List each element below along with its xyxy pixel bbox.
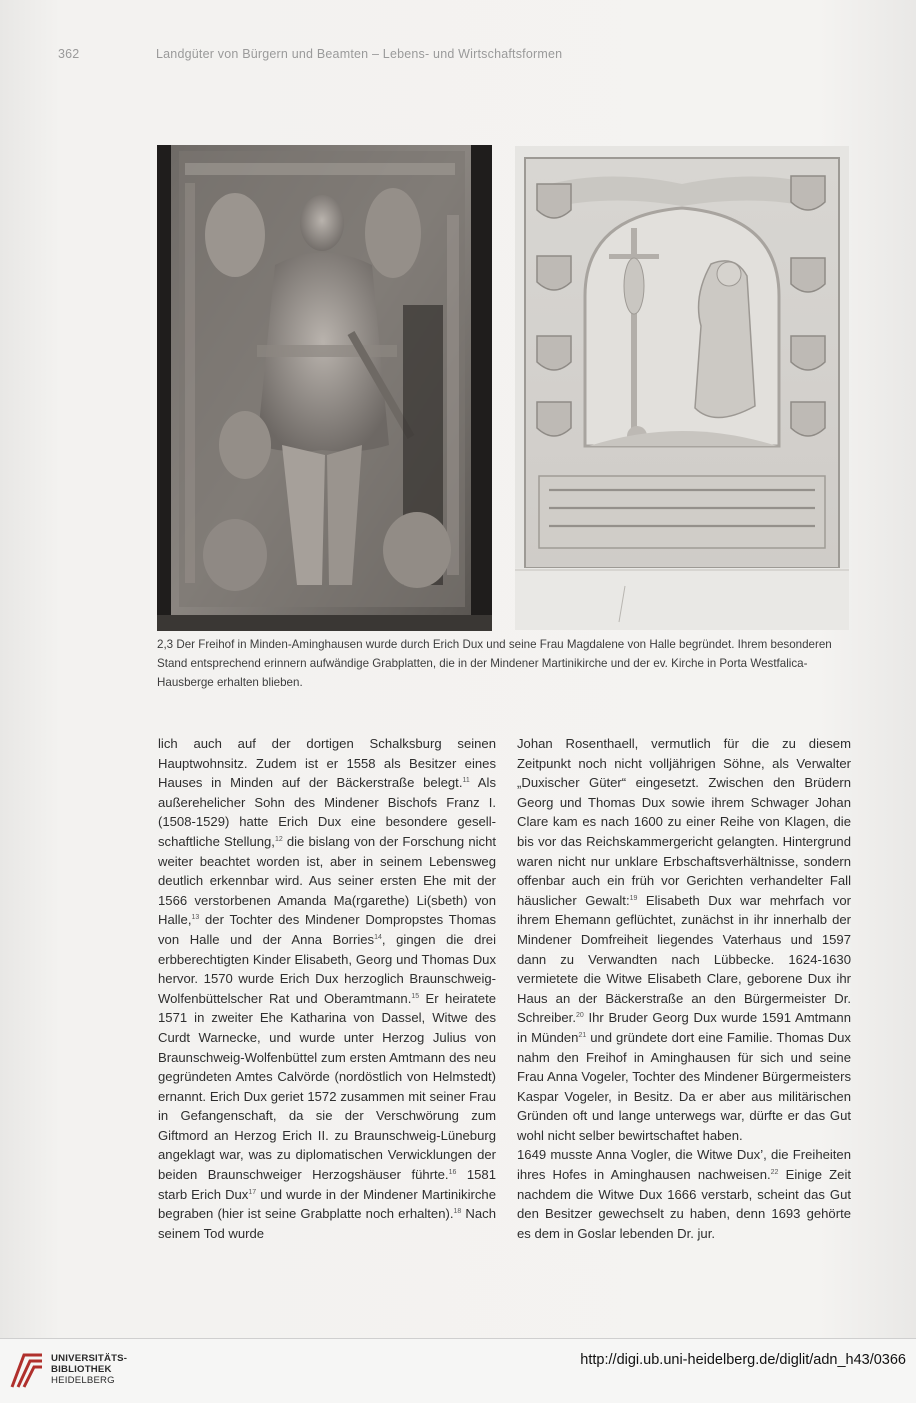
footnote-ref[interactable]: 12: [274, 835, 283, 843]
figure-crucifixion-tombstone: [515, 146, 849, 630]
paragraph: [517, 1145, 851, 1243]
footnote-ref[interactable]: 18: [453, 1208, 462, 1216]
text-span: Elisabeth Dux war mehrfach vor ihrem Ehemann geflüchtet, zunächst in ihr innerhalb der Mindener Domfreiheit liegendes Vaterhaus und 1597 dann zu Verwandten nach Lübbecke. 1624-1630 vermietete die Witwe Elisabeth Clare, geborene Dux ihr Haus an der Bäckerstraße an den Bürgermeister Dr. Schreiber.: [517, 892, 851, 1026]
text-span: lich auch auf der dortigen Schalksburg seinen Hauptwohnsitz. Zudem ist er 1558 als Besitzer eines Hauses in Minden auf der Bäckerstraße belegt.: [158, 736, 496, 791]
paragraph: [158, 734, 496, 1243]
footnote-ref[interactable]: 14: [374, 933, 382, 941]
figure-knight-tombstone: [157, 145, 492, 631]
footnote-ref[interactable]: 21: [578, 1031, 587, 1039]
text-span: Als außerehelicher Sohn des Mindener Bischofs Franz I. (1508-1529) hatte Erich Dux eine besondere gesellschaftliche Stellung,: [158, 775, 496, 849]
crucifixion-tombstone-image: [515, 146, 849, 630]
footnote-ref[interactable]: 20: [575, 1012, 584, 1020]
page-number: 362: [58, 47, 80, 61]
library-logo-text: [51, 1353, 127, 1386]
library-footer: [0, 1338, 916, 1403]
logo-line: UNIVERSITÄTS-: [51, 1353, 128, 1364]
logo-line: BIBLIOTHEK: [51, 1364, 112, 1375]
text-span: die bislang von der Forschung nicht weiter beachtet worden ist, aber in seinem Lebensweg deutlich erkennbar wird. Aus seiner ersten Ehe mit der 1566 verstorbenen Amanda Ma(rgarethe) Li(sbeth) von Halle,: [158, 833, 496, 928]
figure-caption: 2,3 Der Freihof in Minden-Aminghausen wurde durch Erich Dux und seine Frau Magdalene von Halle begründet. Ihrem besonderen Stand entsprechend erinnern aufwändige Grabplatten, die in der Mindener Martinikirche und der ev. Kirche in Porta Westfalica-Hausberge erhalten blieben.: [157, 638, 832, 689]
text-span: Er heiratete 1571 in zweiter Ehe Katharina von Dassel, Witwe des Curdt Warnecke, und wurde unter Herzog Julius von Braunschweig-Wolfenbüttel zum ersten Amtmann des neu gegründeten Amtes Calvörde (nordöstlich von Helmstedt) ernannt. Erich Dux geriet 1572 zusammen mit seiner Frau in Gefangenschaft, da sie der Verschwörung zum Giftmord an Herzog Erich II. zu Braunschweig-Lüneburg angeklagt war, was zu diplomatischen Verwicklungen der beiden Braunschweiger Herzogshäuser führte.: [158, 990, 497, 1183]
text-span: , gingen die drei erbberechtigten Kinder Elisabeth, Georg und Thomas Dux hervor. 1570 wurde Erich Dux herzoglich Braunschweig-Wolfenbüttelscher Rat und Oberamtmann.: [158, 931, 496, 1006]
permalink-url[interactable]: http://digi.ub.uni-heidelberg.de/diglit/adn_h43/0366: [580, 1352, 906, 1368]
footnote-ref[interactable]: 16: [448, 1169, 457, 1177]
text-span: der Tochter des Mindener Dompropstes Thomas von Halle und der Anna Borries: [158, 912, 496, 947]
footnote-ref[interactable]: 22: [770, 1169, 779, 1177]
library-logo-icon: [8, 1347, 46, 1393]
logo-line: HEIDELBERG: [51, 1375, 115, 1386]
footnote-ref[interactable]: 19: [629, 894, 638, 902]
text-column-right: [517, 734, 851, 1243]
text-span: und wurde in der Mindener Martinikirche begraben (hier ist seine Grabplatte noch erhalten).: [158, 1186, 496, 1222]
footnote-ref[interactable]: 13: [191, 914, 200, 922]
paragraph: [517, 734, 851, 1145]
text-span: Nach seinem Tod wurde: [158, 1206, 496, 1241]
text-span: 1649 musste Anna Vogler, die Witwe Dux’, die Freiheiten ihres Hofes in Aminghausen nachweisen.: [517, 1147, 851, 1183]
text-span: 1581 starb Erich Dux: [158, 1167, 496, 1202]
text-column-left: [158, 734, 496, 1243]
text-span: und gründete dort eine Familie. Thomas Dux nahm den Freihof in Aminghausen für sich und seine Frau Anna Vogeler, Tochter des Mindener Bürgermeisters Kaspar Vogeler, in Besitz. Da er aber aus militärischen Gründen oft und lange unterwegs war, dürfte er das Gut wohl nicht selber bewirtschaftet haben.: [517, 1029, 851, 1143]
text-span: Johan Rosenthaell, vermutlich für die zu diesem Zeitpunkt noch nicht volljährigen Söhne, als Verwalter „Duxischer Güter“ eingesetzt. Zwischen den Brüdern Georg und Thomas Dux sowie ihrem Schwager Johan Clare kam es nach 1600 zu einer Reihe von Klagen, die bis vor das Reichskammergericht gelangten. Hintergrund waren nicht nur unklare Erbschaftsverhältnisse, sondern offenbar auch ein früh vor Gerichten verhandelter Fall häuslicher Gewalt:: [517, 736, 851, 908]
running-title: Landgüter von Bürgern und Beamten – Lebens- und Wirtschaftsformen: [156, 47, 563, 61]
footnote-ref[interactable]: 11: [462, 777, 470, 785]
knight-tombstone-image: [157, 145, 492, 631]
text-span: Einige Zeit nachdem die Witwe Dux 1666 verstarb, scheint das Gut den Besitzer gewechselt zu haben, denn 1693 gehörte es dem in Goslar lebenden Dr. jur.: [517, 1167, 851, 1241]
footnote-ref[interactable]: 17: [248, 1188, 257, 1196]
footnote-ref[interactable]: 15: [411, 992, 420, 1000]
text-span: Ihr Bruder Georg Dux wurde 1591 Amtmann in Münden: [517, 1010, 851, 1045]
